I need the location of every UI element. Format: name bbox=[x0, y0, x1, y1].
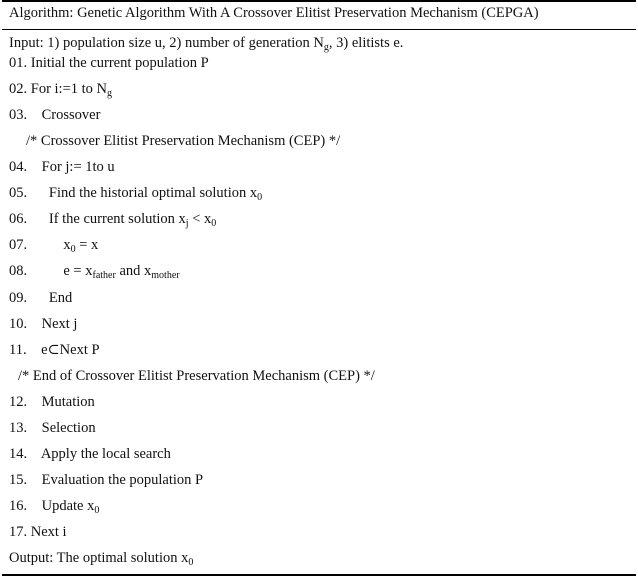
step-15: 15. Evaluation the population P bbox=[9, 472, 204, 488]
step-13: 13. Selection bbox=[9, 420, 96, 436]
step-07 bbox=[9, 236, 98, 254]
step-04: 04. For j:= 1to u bbox=[9, 159, 115, 175]
subscript: 0 bbox=[188, 557, 194, 568]
step-14: 14. Apply the local search bbox=[9, 446, 171, 462]
header-rule bbox=[2, 29, 636, 30]
subscript: g bbox=[107, 88, 113, 99]
text-fragment: and x bbox=[115, 263, 152, 279]
text-fragment: 02. For i:=1 to N bbox=[9, 81, 108, 97]
text-fragment: 06. If the current solution x bbox=[9, 211, 186, 227]
subscript: 0 bbox=[70, 244, 76, 255]
step-10: 10. Next j bbox=[9, 316, 78, 332]
step-08 bbox=[9, 262, 180, 280]
step-17: 17. Next i bbox=[9, 524, 67, 540]
output-line bbox=[9, 549, 193, 567]
cep-end-comment: /* End of Crossover Elitist Preservation Mechanism (CEP) */ bbox=[18, 368, 375, 384]
step-05 bbox=[9, 184, 262, 202]
step-01: 01. Initial the current population P bbox=[9, 55, 209, 71]
bottom-rule bbox=[2, 574, 636, 576]
input-line bbox=[9, 34, 403, 52]
text-fragment: 16. Update x bbox=[9, 498, 95, 514]
text-fragment: < x bbox=[188, 211, 212, 227]
text-fragment: Input: 1) population size u, 2) number of generation N bbox=[9, 35, 324, 51]
step-02 bbox=[9, 80, 112, 98]
subscript: mother bbox=[151, 270, 180, 281]
subscript: 0 bbox=[94, 505, 100, 516]
top-rule bbox=[2, 0, 636, 2]
subscript: 0 bbox=[211, 218, 217, 229]
text-fragment: = x bbox=[75, 237, 99, 253]
algorithm-title: Algorithm: Genetic Algorithm With A Crossover Elitist Preservation Mechanism (CEPGA) bbox=[9, 5, 539, 21]
cep-begin-comment: /* Crossover Elitist Preservation Mechanism (CEP) */ bbox=[26, 133, 341, 149]
text-fragment: Output: The optimal solution x bbox=[9, 550, 189, 566]
subscript: 0 bbox=[257, 192, 263, 203]
text-fragment: 07. x bbox=[9, 237, 71, 253]
text-fragment: 08. e = x bbox=[9, 263, 93, 279]
text-fragment: 05. Find the historial optimal solution x bbox=[9, 185, 258, 201]
step-11: 11. e⊂Next P bbox=[9, 342, 100, 358]
step-12: 12. Mutation bbox=[9, 394, 95, 410]
step-06 bbox=[9, 210, 216, 228]
subscript: j bbox=[185, 218, 189, 229]
subscript: g bbox=[323, 42, 329, 53]
step-09: 09. End bbox=[9, 290, 73, 306]
subscript: father bbox=[92, 270, 116, 281]
step-03: 03. Crossover bbox=[9, 107, 101, 123]
step-16 bbox=[9, 497, 99, 515]
text-fragment: , 3) elitists e. bbox=[328, 35, 404, 51]
